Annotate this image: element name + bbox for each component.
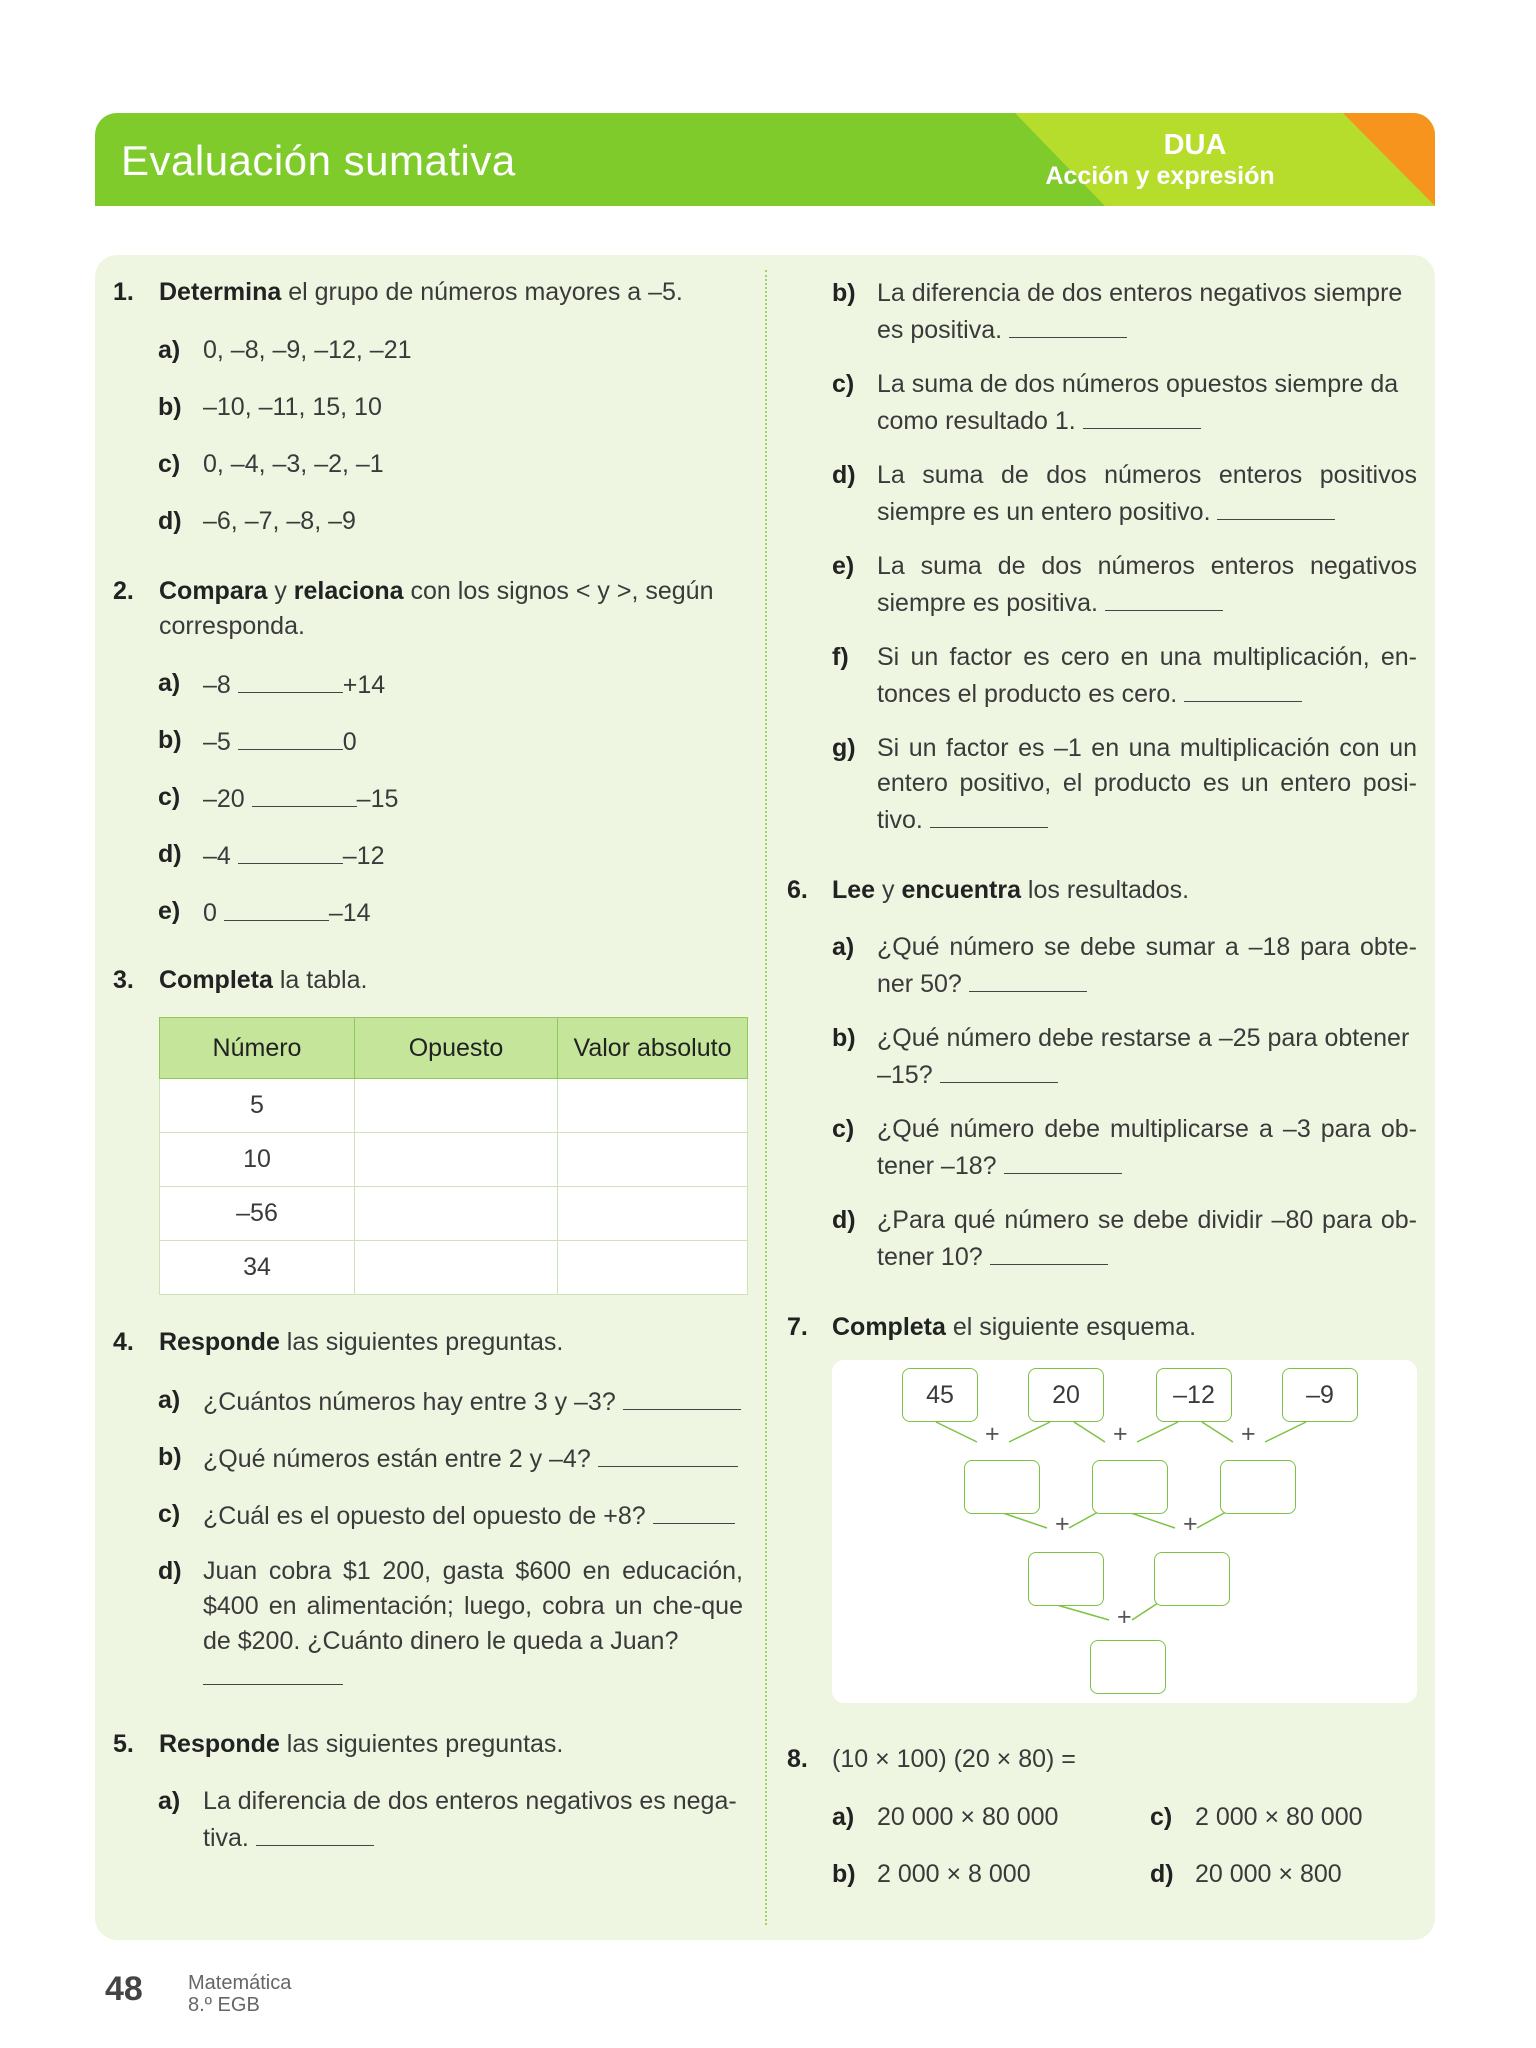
column-header: Opuesto xyxy=(355,1018,558,1079)
option-text: 20 000 × 800 xyxy=(1195,1860,1342,1888)
item-text: ¿Qué números están entre 2 y –4? xyxy=(203,1445,591,1473)
question-number: 7. xyxy=(787,1313,808,1341)
question-text: los resultados. xyxy=(1020,876,1190,904)
column-divider xyxy=(765,270,767,1925)
answer-blank[interactable] xyxy=(238,837,343,864)
question-verb: Completa xyxy=(832,1313,946,1341)
table-row xyxy=(160,1133,748,1187)
answer-blank[interactable] xyxy=(990,1238,1108,1265)
opposite-cell[interactable] xyxy=(355,1187,558,1241)
scheme-result-box[interactable] xyxy=(1090,1640,1166,1694)
item-label: a) xyxy=(158,336,181,364)
item-label: g) xyxy=(832,734,856,762)
item-text: –10, –11, 15, 10 xyxy=(203,393,382,421)
item-label: c) xyxy=(158,1500,181,1528)
item-text: 0, –4, –3, –2, –1 xyxy=(203,450,384,478)
plus-sign: + xyxy=(1241,1420,1256,1448)
right-number: +14 xyxy=(342,671,386,699)
answer-blank[interactable] xyxy=(203,1658,343,1685)
item-text: La diferencia de dos enteros negativos siempre es positiva. xyxy=(877,279,1403,344)
question-verb: Determina xyxy=(159,278,282,306)
item-text: Si un factor es –1 en una multiplicación con un entero positivo, el producto es un entero posi-tivo. xyxy=(877,734,1417,834)
dua-subtitle: Acción y expresión xyxy=(1045,162,1275,190)
question-verb: Lee xyxy=(832,876,876,904)
item-text: ¿Qué número debe restarse a –25 para obtener –15? xyxy=(877,1024,1410,1089)
item-text: 0, –8, –9, –12, –21 xyxy=(203,336,412,364)
answer-blank[interactable] xyxy=(1004,1147,1122,1174)
item-text: ¿Qué número debe multiplicarse a –3 para ob-tener –18? xyxy=(877,1115,1417,1180)
question-connector: y xyxy=(875,876,902,904)
left-number: 0 xyxy=(203,899,217,927)
right-number: 0 xyxy=(342,728,357,756)
question-verb: Compara xyxy=(159,577,268,605)
left-number: –4 xyxy=(203,842,231,870)
item-label: c) xyxy=(158,783,181,811)
answer-blank[interactable] xyxy=(623,1383,741,1410)
item-label: c) xyxy=(832,370,855,398)
right-number: –12 xyxy=(342,842,385,870)
scheme-answer-box[interactable] xyxy=(1028,1552,1104,1606)
answer-blank[interactable] xyxy=(252,780,357,807)
question-verb: Completa xyxy=(159,966,273,994)
option-text: 20 000 × 80 000 xyxy=(877,1803,1059,1831)
question-text: la tabla. xyxy=(272,966,368,994)
item-label: f) xyxy=(832,643,849,671)
item-label: a) xyxy=(158,669,181,697)
page-number: 48 xyxy=(105,1970,143,2008)
right-number: –15 xyxy=(356,785,399,813)
table-header-row xyxy=(160,1018,748,1079)
plus-sign: + xyxy=(1113,1420,1128,1448)
question-verb: Responde xyxy=(159,1730,280,1758)
item-label: e) xyxy=(832,552,855,580)
answer-blank[interactable] xyxy=(653,1497,735,1524)
table-row xyxy=(160,1079,748,1133)
number-cell: 34 xyxy=(160,1241,355,1295)
item-text: La suma de dos números opuestos siempre da como resultado 1. xyxy=(877,370,1399,435)
value-table xyxy=(159,1017,748,1295)
addition-scheme xyxy=(832,1360,1417,1703)
absolute-value-cell[interactable] xyxy=(558,1133,748,1187)
answer-blank[interactable] xyxy=(969,965,1087,992)
absolute-value-cell[interactable] xyxy=(558,1241,748,1295)
item-label: b) xyxy=(832,279,856,307)
answer-blank[interactable] xyxy=(238,723,343,750)
absolute-value-cell[interactable] xyxy=(558,1187,748,1241)
question-number: 2. xyxy=(113,577,134,605)
question-number: 5. xyxy=(113,1730,134,1758)
item-text: La diferencia de dos enteros negativos es nega-tiva. xyxy=(203,1787,737,1852)
scheme-top-box: –12 xyxy=(1156,1368,1232,1422)
scheme-answer-box[interactable] xyxy=(1092,1460,1168,1514)
question-text: las siguientes preguntas. xyxy=(279,1730,564,1758)
question-number: 4. xyxy=(113,1328,134,1356)
answer-blank[interactable] xyxy=(940,1056,1058,1083)
item-text: Si un factor es cero en una multiplicación, en-tonces el producto es cero. xyxy=(877,643,1417,708)
dua-title: DUA xyxy=(1163,129,1227,161)
question-text: el grupo de números mayores a –5. xyxy=(281,278,683,306)
question-text: (10 × 100) (20 × 80) = xyxy=(832,1745,1076,1773)
answer-blank[interactable] xyxy=(1105,584,1223,611)
left-number: –8 xyxy=(203,671,231,699)
grade-level: 8.º EGB xyxy=(188,1994,260,2016)
scheme-top-box: 45 xyxy=(902,1368,978,1422)
item-text: ¿Cuál es el opuesto del opuesto de +8? xyxy=(203,1502,646,1530)
option-label: c) xyxy=(1150,1803,1173,1831)
scheme-top-box: 20 xyxy=(1028,1368,1104,1422)
left-number: –5 xyxy=(203,728,231,756)
scheme-answer-box[interactable] xyxy=(1220,1460,1296,1514)
question-verb-2: relaciona xyxy=(293,577,404,605)
scheme-top-box: –9 xyxy=(1282,1368,1358,1422)
plus-sign: + xyxy=(985,1420,1000,1448)
question-text: las siguientes preguntas. xyxy=(279,1328,564,1356)
column-header: Número xyxy=(160,1018,355,1079)
answer-blank[interactable] xyxy=(598,1440,738,1467)
question-text: con los signos < y >, según corresponda. xyxy=(159,577,714,640)
item-text: ¿Cuántos números hay entre 3 y –3? xyxy=(203,1388,616,1416)
section-header xyxy=(95,113,1435,206)
item-label: d) xyxy=(158,507,182,535)
absolute-value-cell[interactable] xyxy=(558,1079,748,1133)
item-label: c) xyxy=(832,1115,855,1143)
question-text: el siguiente esquema. xyxy=(945,1313,1197,1341)
item-label: d) xyxy=(832,461,856,489)
opposite-cell[interactable] xyxy=(355,1079,558,1133)
item-label: b) xyxy=(158,1443,182,1471)
subject-name: Matemática xyxy=(188,1972,292,1994)
item-text: ¿Qué número se debe sumar a –18 para obte-ner 50? xyxy=(877,933,1417,998)
opposite-cell[interactable] xyxy=(355,1133,558,1187)
option-label: a) xyxy=(832,1803,855,1831)
dua-label xyxy=(1045,129,1275,191)
item-label: b) xyxy=(158,726,182,754)
item-text: Juan cobra $1 200, gasta $600 en educación, $400 en alimentación; luego, cobra un che-que de $200. ¿Cuánto dinero le queda a Juan? xyxy=(203,1557,743,1655)
answer-blank[interactable] xyxy=(1083,402,1201,429)
question-2 xyxy=(113,574,753,644)
question-number: 8. xyxy=(787,1745,808,1773)
answer-blank[interactable] xyxy=(256,1819,374,1846)
item-label: d) xyxy=(158,1557,182,1585)
answer-blank[interactable] xyxy=(930,801,1048,828)
table-row xyxy=(160,1241,748,1295)
item-label: d) xyxy=(832,1206,856,1234)
opposite-cell[interactable] xyxy=(355,1241,558,1295)
item-label: c) xyxy=(158,450,181,478)
question-number: 3. xyxy=(113,966,134,994)
item-label: e) xyxy=(158,897,181,925)
plus-sign: + xyxy=(1055,1510,1070,1538)
item-label: b) xyxy=(832,1024,856,1052)
right-number: –14 xyxy=(328,899,371,927)
item-label: a) xyxy=(158,1787,181,1815)
answer-blank[interactable] xyxy=(238,666,343,693)
answer-blank[interactable] xyxy=(1184,675,1302,702)
option-label: b) xyxy=(832,1860,856,1888)
question-connector: y xyxy=(267,577,294,605)
item-text: La suma de dos números enteros negativos siempre es positiva. xyxy=(877,552,1417,617)
question-number: 1. xyxy=(113,278,134,306)
number-cell: 5 xyxy=(160,1079,355,1133)
plus-sign: + xyxy=(1183,1510,1198,1538)
option-text: 2 000 × 80 000 xyxy=(1195,1803,1363,1831)
question-number: 6. xyxy=(787,876,808,904)
page-title: Evaluación sumativa xyxy=(121,137,516,184)
option-text: 2 000 × 8 000 xyxy=(877,1860,1031,1888)
number-cell: 10 xyxy=(160,1133,355,1187)
answer-blank[interactable] xyxy=(1217,493,1335,520)
plus-sign: + xyxy=(1117,1603,1132,1631)
item-text: ¿Para qué número se debe dividir –80 para ob-tener 10? xyxy=(877,1206,1417,1271)
item-label: b) xyxy=(158,393,182,421)
scheme-answer-box[interactable] xyxy=(964,1460,1040,1514)
option-label: d) xyxy=(1150,1860,1174,1888)
footer-subject xyxy=(188,1972,291,2016)
item-text: La suma de dos números enteros positivos siempre es un entero positivo. xyxy=(877,461,1417,526)
table-row xyxy=(160,1187,748,1241)
column-header: Valor absoluto xyxy=(558,1018,748,1079)
question-verb: Responde xyxy=(159,1328,280,1356)
left-number: –20 xyxy=(203,785,245,813)
item-text: –6, –7, –8, –9 xyxy=(203,507,356,535)
number-cell: –56 xyxy=(160,1187,355,1241)
scheme-answer-box[interactable] xyxy=(1154,1552,1230,1606)
item-label: a) xyxy=(832,933,855,961)
question-verb-2: encuentra xyxy=(901,876,1021,904)
item-label: d) xyxy=(158,840,182,868)
answer-blank[interactable] xyxy=(1009,311,1127,338)
item-label: a) xyxy=(158,1386,181,1414)
answer-blank[interactable] xyxy=(224,894,329,921)
